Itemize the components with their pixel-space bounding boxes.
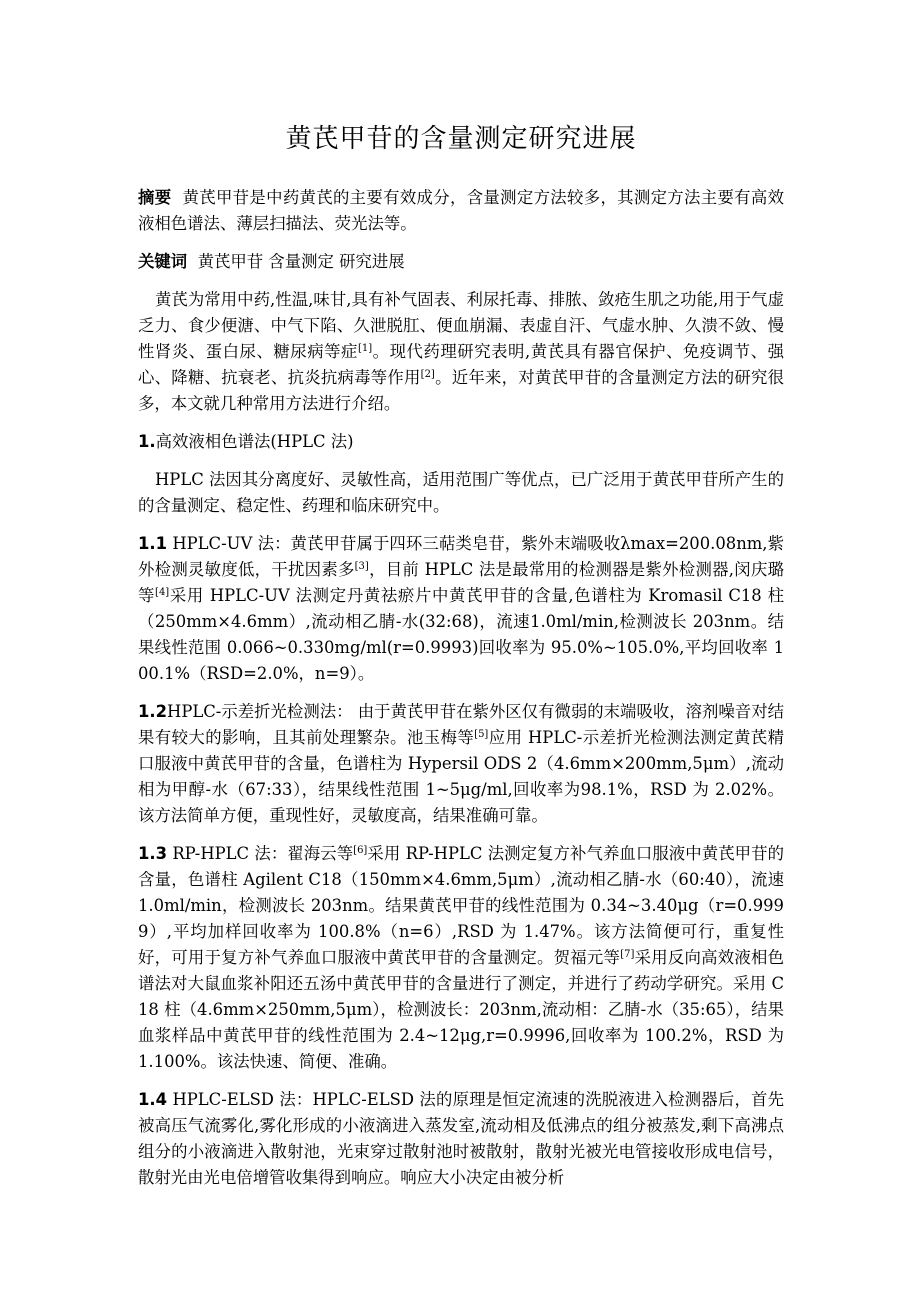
citation-ref: [4] xyxy=(155,587,170,598)
section-1-2-paragraph xyxy=(138,699,784,829)
section-1-3-paragraph xyxy=(138,841,784,1075)
intro-text-2: 。现代药理研究表明,黄芪具有器官保护、免疫调节、强心、降糖、抗衰老、抗炎抗病毒等作用 xyxy=(138,342,785,387)
abstract xyxy=(138,185,784,237)
paper-title: 黄芪甲苷的含量测定研究进展 xyxy=(285,124,637,154)
keywords-label: 关键词 xyxy=(138,252,188,271)
section-number: 1.1 xyxy=(138,534,168,553)
section-1-1-paragraph xyxy=(138,531,784,687)
section-text: 采用 HPLC-UV 法测定丹黄祛瘀片中黄芪甲苷的含量,色谱柱为 Kromasil C18 柱（250mm×4.6mm）,流动相乙腈-水(32:68)，流速1.0ml/min,检测波长 203nm。结果线性范围 0.066~0.330mg/ml(r=0.9993)回收率为 95.0%~105.0%,平均回收率 100.1%（RSD=2.0%，n=9）。 xyxy=(138,586,784,683)
abstract-label: 摘要 xyxy=(138,188,172,207)
citation-ref: [2] xyxy=(420,369,435,380)
section-text: 采用反向高效液相色谱法对大鼠血浆补阳还五汤中黄芪甲苷的含量进行了测定，并进行了药动学研究。采用 C18 柱（4.6mm×250mm,5μm），检测波长：203nm,流动相：乙腈-水（35:65），结果血浆样品中黄芪甲苷的线性范围为 2.4~12μg,r=0.9996,回收率为 100.2%，RSD 为 1.100%。该法快速、简便、准确。 xyxy=(138,948,785,1071)
section-text: 采用 RP-HPLC 法测定复方补气养血口服液中黄芪甲苷的含量，色谱柱 Agilent C18（150mm×4.6mm,5μm）,流动相乙腈-水（60:40），流速 1.0ml/min，检测波长 203nm。结果黄芪甲苷的线性范围为 0.34~3.40μg（r=0.9999）,平均加样回收率为 100.8%（n=6）,RSD 为 1.47%。该方法简便可行，重复性好，可用于复方补气养血口服液中黄芪甲苷的含量测定。贺福元等 xyxy=(138,844,784,967)
section-number: 1.2 xyxy=(138,702,168,721)
citation-ref: [6] xyxy=(353,845,368,856)
section-text: HPLC-ELSD 法：HPLC-ELSD 法的原理是恒定流速的洗脱液进入检测器后，首先被高压气流雾化,雾化形成的小液滴进入蒸发室,流动相及低沸点的组分被蒸发,剩下高沸点组分的小液滴进入散射池，光束穿过散射池时被散射，散射光被光电管接收形成电信号，散射光由光电倍增管收集得到响应。响应大小决定由被分析 xyxy=(138,1090,784,1187)
intro-paragraph xyxy=(138,287,784,417)
section-1-heading xyxy=(138,429,784,455)
citation-ref: [7] xyxy=(620,949,635,960)
section-1-4-paragraph xyxy=(138,1087,784,1191)
section-text: 应用 HPLC-示差折光检测法测定黄芪精口服液中黄芪甲苷的含量，色谱柱为 Hypersil ODS 2（4.6mm×200mm,5μm）,流动相为甲醇-水（67:33），结果线性范围 1~5μg/ml,回收率为98.1%，RSD 为 2.02%。该方法简单方便，重现性好，灵敏度高，结果准确可靠。 xyxy=(138,728,784,825)
citation-ref: [3] xyxy=(354,561,369,572)
abstract-text: 黄芪甲苷是中药黄芪的主要有效成分，含量测定方法较多，其测定方法主要有高效液相色谱法、薄层扫描法、荧光法等。 xyxy=(138,188,785,233)
keywords-text: 黄芪甲苷 含量测定 研究进展 xyxy=(197,252,405,271)
section-text: ，目前 HPLC 法是最常用的检测器是紫外检测器,闵庆璐等 xyxy=(138,560,784,605)
citation-ref: [1] xyxy=(357,343,373,354)
document-page xyxy=(138,118,784,1203)
section-number: 1. xyxy=(138,432,156,451)
intro-text-1: 黄芪为常用中药,性温,味甘,具有补气固表、利尿托毒、排脓、敛疮生肌之功能,用于气虚乏力、食少便溏、中气下陷、久泄脱肛、便血崩漏、表虚自汗、气虚水肿、久溃不敛、慢性肾炎、蛋白尿、糖尿病等症 xyxy=(138,290,784,361)
section-text: HPLC-UV 法：黄芪甲苷属于四环三萜类皂苷，紫外末端吸收λmax=200.08nm,紫外检测灵敏度低，干扰因素多 xyxy=(138,534,784,579)
section-number: 1.4 xyxy=(138,1090,168,1109)
section-number: 1.3 xyxy=(138,844,168,863)
intro-text-3: 。近年来，对黄芪甲苷的含量测定方法的研究很多，本文就几种常用方法进行介绍。 xyxy=(138,368,785,413)
citation-ref: [5] xyxy=(474,729,489,740)
section-text: RP-HPLC 法：翟海云等 xyxy=(167,844,354,863)
keywords xyxy=(138,249,784,275)
section-1-paragraph: HPLC 法因其分离度好、灵敏性高，适用范围广等优点，已广泛用于黄芪甲苷所产生的的含量测定、稳定性、药理和临床研究中。 xyxy=(138,470,784,515)
section-text: HPLC-示差折光检测法： 由于黄芪甲苷在紫外区仅有微弱的末端吸收，溶剂噪音对结果有较大的影响，且其前处理繁杂。池玉梅等 xyxy=(138,702,784,747)
section-title: 高效液相色谱法(HPLC 法) xyxy=(155,432,354,451)
